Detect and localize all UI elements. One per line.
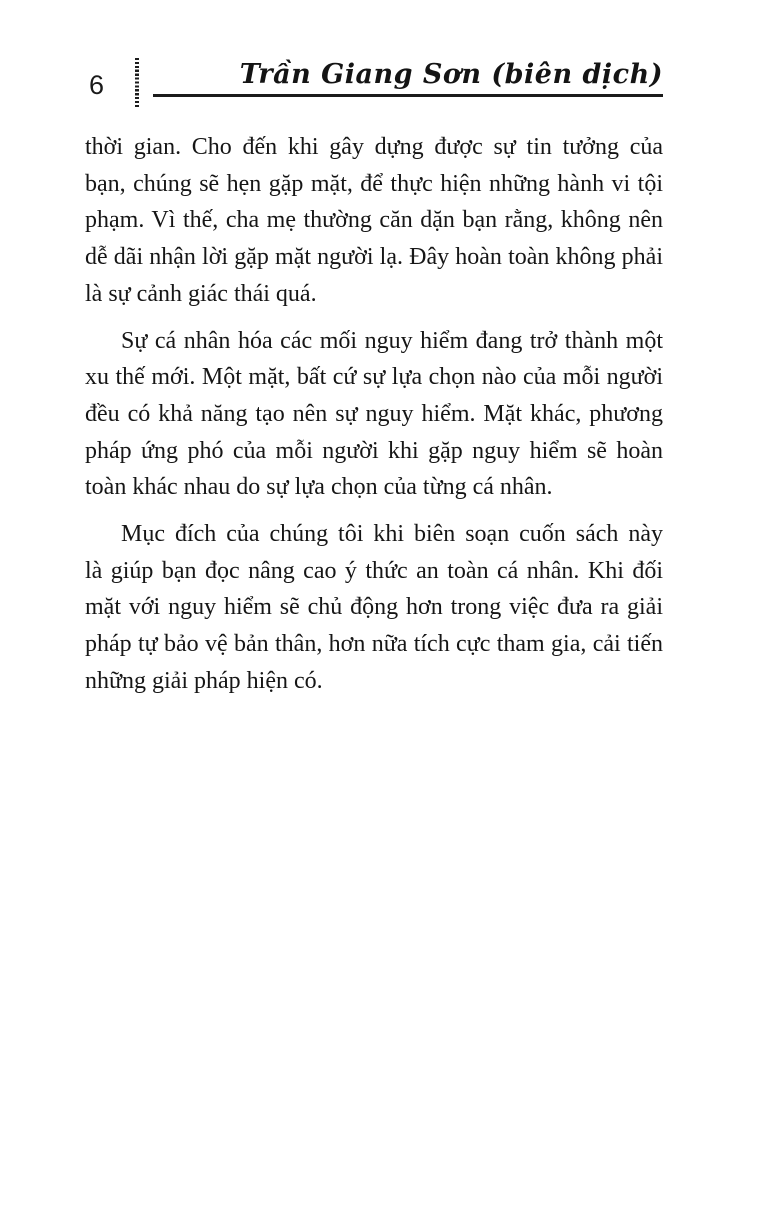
text-line: bạn, chúng sẽ hẹn gặp mặt, để thực hiện những hành vi tội	[85, 170, 663, 197]
paragraph	[85, 323, 663, 507]
text-line: pháp tự bảo vệ bản thân, hơn nữa tích cực tham gia, cải tiến	[85, 631, 663, 658]
text-line: phạm. Vì thế, cha mẹ thường căn dặn bạn rằng, không nên	[85, 207, 663, 234]
header-rule	[153, 94, 663, 97]
text-line: Sự cá nhân hóa các mối nguy hiểm đang trở thành một	[121, 327, 663, 354]
beaded-divider-line	[135, 58, 139, 108]
text-line: thời gian. Cho đến khi gây dựng được sự tin tưởng của	[85, 134, 663, 160]
text-line: những giải pháp hiện có.	[85, 667, 323, 694]
text-line: là giúp bạn đọc nâng cao ý thức an toàn cá nhân. Khi đối	[85, 557, 663, 584]
text-line: xu thế mới. Một mặt, bất cứ sự lựa chọn nào của mỗi người	[85, 364, 663, 391]
paragraph	[85, 129, 663, 313]
text-line: đều có khả năng tạo nên sự nguy hiểm. Mặt khác, phương	[85, 400, 663, 427]
body-text	[85, 129, 663, 700]
page-number: 6	[89, 70, 105, 100]
text-line: dễ dãi nhận lời gặp mặt người lạ. Đây hoàn toàn không phải	[85, 244, 663, 271]
text-line: mặt với nguy hiểm sẽ chủ động hơn trong việc đưa ra giải	[85, 594, 663, 621]
text-line: Mục đích của chúng tôi khi biên soạn cuốn sách này	[121, 521, 663, 548]
text-line: là sự cảnh giác thái quá.	[85, 280, 317, 307]
text-line: toàn khác nhau do sự lựa chọn của từng cá nhân.	[85, 474, 553, 501]
running-header-title: Trần Giang Sơn (biên dịch)	[239, 59, 663, 90]
paragraph	[85, 516, 663, 700]
text-line: pháp ứng phó của mỗi người khi gặp nguy hiểm sẽ hoàn	[85, 437, 663, 464]
